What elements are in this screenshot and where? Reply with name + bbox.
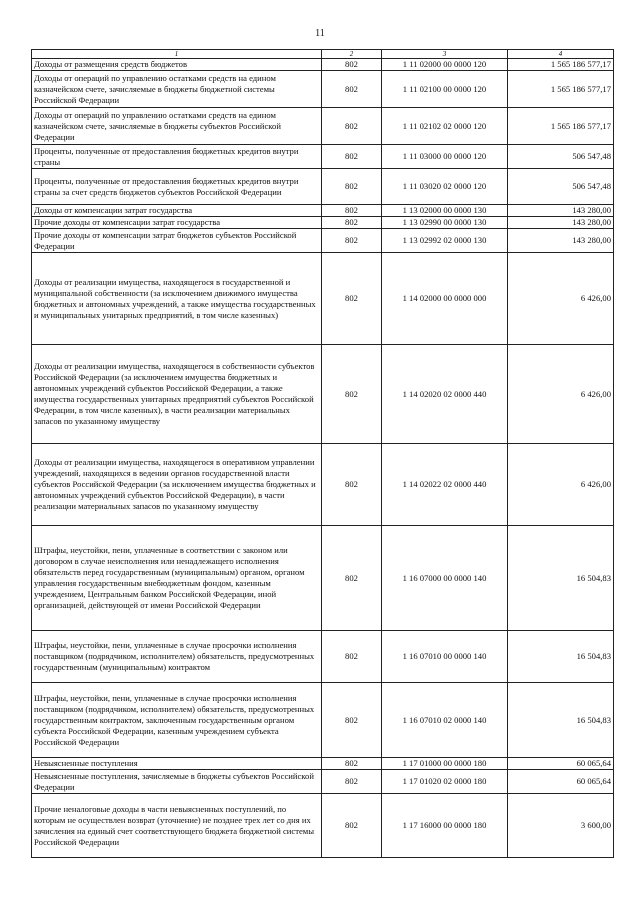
row-admin-code: 802 — [322, 169, 382, 205]
row-name: Доходы от реализации имущества, находящегося в оперативном управлении учреждений, находящихся в ведении органов государственной власти субъектов Российской Федерации (за исключением имущества бюджетных и автономных учреждений субъектов Российской Федерации), в части реализации материальных запасов по указанному имуществу — [32, 444, 322, 526]
revenue-table — [31, 49, 614, 858]
row-name: Штрафы, неустойки, пени, уплаченные в соответствии с законом или договором в случае неисполнения или ненадлежащего исполнения обязательств перед государственным (муниципальным) органом, органом управления государственным внебюджетным фондом, казенным учреждением, Центральным банком Российской Федерации, иной организацией, действующей от имени Российской Федерации — [32, 526, 322, 631]
row-amount: 16 504,83 — [508, 631, 614, 683]
row-admin-code: 802 — [322, 145, 382, 169]
row-classification-code: 1 11 02100 00 0000 120 — [382, 71, 508, 108]
table-row — [32, 145, 614, 169]
row-classification-code: 1 14 02020 02 0000 440 — [382, 345, 508, 444]
table-header-row — [32, 50, 614, 59]
table-row — [32, 253, 614, 345]
row-admin-code: 802 — [322, 794, 382, 858]
row-classification-code: 1 17 01020 02 0000 180 — [382, 770, 508, 794]
row-amount: 143 280,00 — [508, 217, 614, 229]
table-row — [32, 205, 614, 217]
row-amount: 16 504,83 — [508, 526, 614, 631]
row-admin-code: 802 — [322, 71, 382, 108]
row-classification-code: 1 11 02000 00 0000 120 — [382, 59, 508, 71]
row-amount: 3 600,00 — [508, 794, 614, 858]
row-name: Доходы от реализации имущества, находящегося в собственности субъектов Российской Федерации (за исключением имущества бюджетных и автономных учреждений субъектов Российской Федерации, а также имущества государственных унитарных предприятий субъектов Российской Федерации, в том числе казенных), в части реализации материальных запасов по указанному имуществу — [32, 345, 322, 444]
table-row — [32, 169, 614, 205]
row-amount: 1 565 186 577,17 — [508, 59, 614, 71]
row-admin-code: 802 — [322, 631, 382, 683]
row-classification-code: 1 11 02102 02 0000 120 — [382, 108, 508, 145]
row-name: Доходы от компенсации затрат государства — [32, 205, 322, 217]
row-admin-code: 802 — [322, 444, 382, 526]
row-admin-code: 802 — [322, 683, 382, 758]
table-row — [32, 526, 614, 631]
row-classification-code: 1 16 07000 00 0000 140 — [382, 526, 508, 631]
column-header: 3 — [382, 50, 508, 59]
row-classification-code: 1 14 02000 00 0000 000 — [382, 253, 508, 345]
row-amount: 143 280,00 — [508, 229, 614, 253]
row-admin-code: 802 — [322, 526, 382, 631]
row-name: Невыясненные поступления, зачисляемые в бюджеты субъектов Российской Федерации — [32, 770, 322, 794]
row-classification-code: 1 13 02000 00 0000 130 — [382, 205, 508, 217]
row-admin-code: 802 — [322, 345, 382, 444]
row-admin-code: 802 — [322, 770, 382, 794]
row-classification-code: 1 16 07010 00 0000 140 — [382, 631, 508, 683]
row-classification-code: 1 13 02990 00 0000 130 — [382, 217, 508, 229]
column-header: 2 — [322, 50, 382, 59]
row-classification-code: 1 17 16000 00 0000 180 — [382, 794, 508, 858]
row-name: Прочие доходы от компенсации затрат бюджетов субъектов Российской Федерации — [32, 229, 322, 253]
row-name: Доходы от операций по управлению остатками средств на едином казначейском счете, зачисляемые в бюджеты субъектов Российской Федерации — [32, 108, 322, 145]
row-name: Доходы от реализации имущества, находящегося в государственной и муниципальной собственности (за исключением движимого имущества бюджетных и автономных учреждений, а также имущества государственных и муниципальных унитарных предприятий, в том числе казенных) — [32, 253, 322, 345]
row-name: Доходы от размещения средств бюджетов — [32, 59, 322, 71]
table-row — [32, 71, 614, 108]
row-classification-code: 1 11 03000 00 0000 120 — [382, 145, 508, 169]
row-amount: 16 504,83 — [508, 683, 614, 758]
row-admin-code: 802 — [322, 758, 382, 770]
row-classification-code: 1 16 07010 02 0000 140 — [382, 683, 508, 758]
table-row — [32, 758, 614, 770]
table-row — [32, 108, 614, 145]
row-classification-code: 1 13 02992 02 0000 130 — [382, 229, 508, 253]
table-row — [32, 229, 614, 253]
row-amount: 1 565 186 577,17 — [508, 71, 614, 108]
row-admin-code: 802 — [322, 59, 382, 71]
table-row — [32, 217, 614, 229]
row-name: Доходы от операций по управлению остатками средств на едином казначейском счете, зачисляемые в бюджеты бюджетной системы Российской Федерации — [32, 71, 322, 108]
row-classification-code: 1 11 03020 02 0000 120 — [382, 169, 508, 205]
row-classification-code: 1 17 01000 00 0000 180 — [382, 758, 508, 770]
page-number: 11 — [315, 28, 325, 39]
row-amount: 60 065,64 — [508, 758, 614, 770]
row-amount: 1 565 186 577,17 — [508, 108, 614, 145]
row-admin-code: 802 — [322, 108, 382, 145]
row-amount: 6 426,00 — [508, 444, 614, 526]
column-header: 4 — [508, 50, 614, 59]
row-amount: 143 280,00 — [508, 205, 614, 217]
row-name: Штрафы, неустойки, пени, уплаченные в случае просрочки исполнения поставщиком (подрядчиком, исполнителем) обязательств, предусмотренных государственным контрактом, заключенным государственным органом субъекта Российской Федерации, казенным учреждением субъекта Российской Федерации — [32, 683, 322, 758]
row-admin-code: 802 — [322, 253, 382, 345]
column-header: 1 — [32, 50, 322, 59]
row-amount: 506 547,48 — [508, 145, 614, 169]
row-name: Проценты, полученные от предоставления бюджетных кредитов внутри страны за счет средств бюджетов субъектов Российской Федерации — [32, 169, 322, 205]
row-admin-code: 802 — [322, 205, 382, 217]
row-classification-code: 1 14 02022 02 0000 440 — [382, 444, 508, 526]
row-amount: 506 547,48 — [508, 169, 614, 205]
row-name: Прочие доходы от компенсации затрат государства — [32, 217, 322, 229]
table-row — [32, 683, 614, 758]
table-row — [32, 770, 614, 794]
row-name: Прочие неналоговые доходы в части невыясненных поступлений, по которым не осуществлен возврат (уточнение) не позднее трех лет со дня их зачисления на единый счет соответствующего бюджета бюджетной системы Российской Федерации — [32, 794, 322, 858]
table-row — [32, 59, 614, 71]
table-row — [32, 794, 614, 858]
table-row — [32, 631, 614, 683]
row-amount: 60 065,64 — [508, 770, 614, 794]
row-name: Проценты, полученные от предоставления бюджетных кредитов внутри страны — [32, 145, 322, 169]
table-row — [32, 345, 614, 444]
row-name: Штрафы, неустойки, пени, уплаченные в случае просрочки исполнения поставщиком (подрядчиком, исполнителем) обязательств, предусмотренных государственным (муниципальным) контрактом — [32, 631, 322, 683]
table-row — [32, 444, 614, 526]
row-name: Невыясненные поступления — [32, 758, 322, 770]
row-admin-code: 802 — [322, 229, 382, 253]
row-amount: 6 426,00 — [508, 345, 614, 444]
row-admin-code: 802 — [322, 217, 382, 229]
row-amount: 6 426,00 — [508, 253, 614, 345]
